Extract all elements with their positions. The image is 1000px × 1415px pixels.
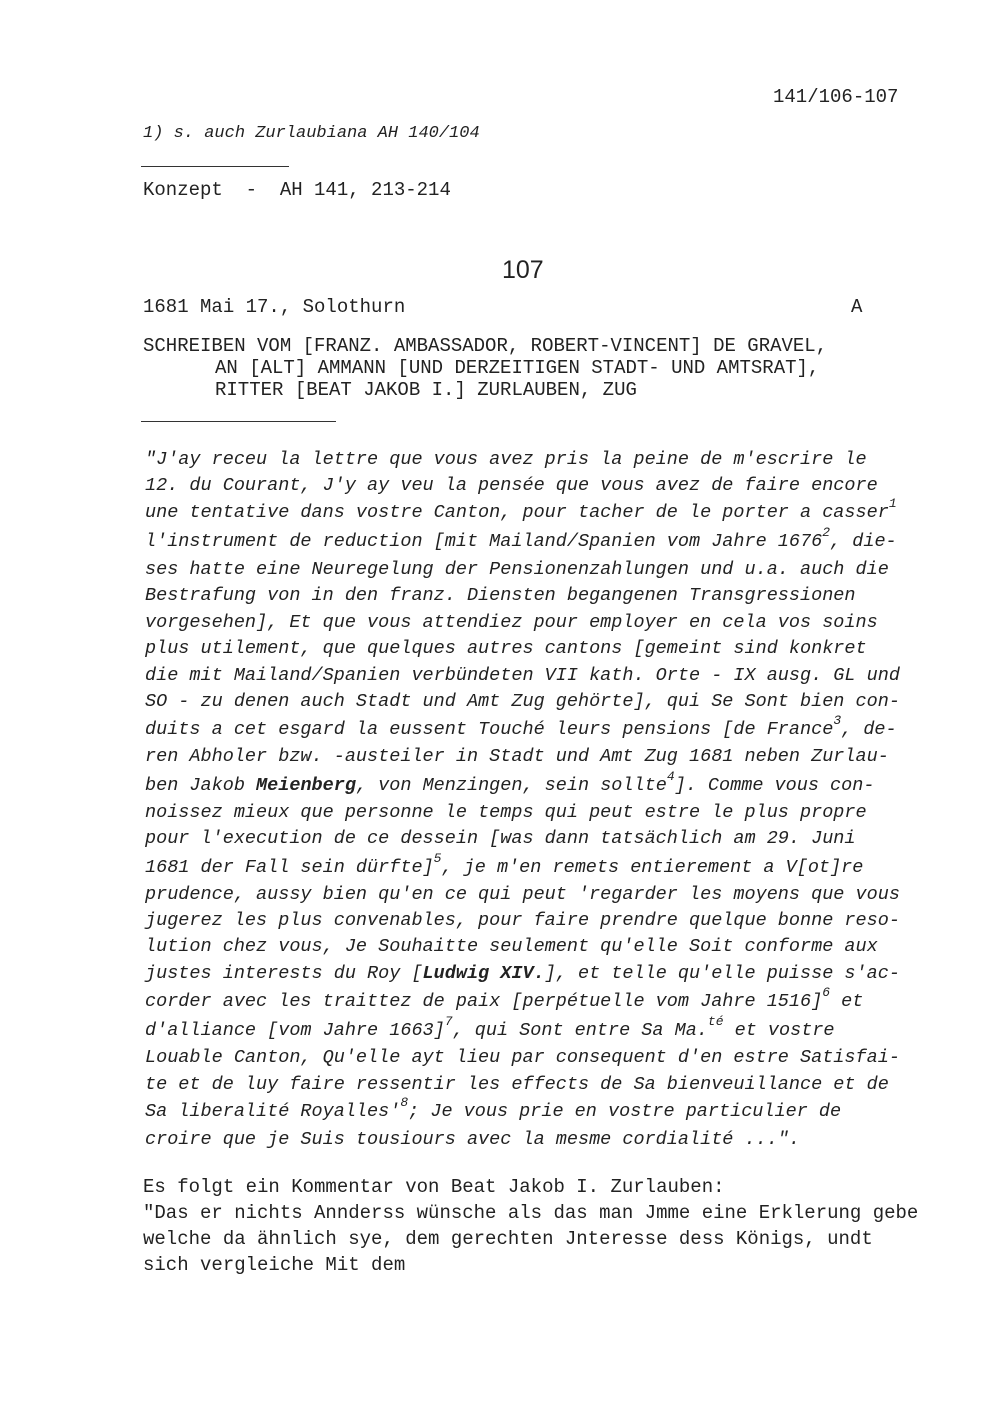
footnote-marker: 7 [444, 1013, 453, 1029]
commentary-line: welche da ähnlich sye, dem gerechten Jnteresse dess Königs, undt [143, 1228, 873, 1250]
page-reference: 141/106-107 [773, 86, 899, 108]
footnote-marker: 5 [433, 850, 442, 866]
footnote-marker: 1 [888, 495, 897, 511]
quote-line: 1681 der Fall sein dürfte]$^5$, je m'en remets entierement a V[ot]re [145, 850, 864, 878]
quote-line: plus utilement, que quelques autres cantons [gemeint sind konkret [145, 638, 867, 659]
quote-line: l'instrument de reduction [mit Mailand/Spanien vom Jahre 1676$^2$, die- [145, 524, 897, 552]
footnote-marker: 3 [833, 712, 842, 728]
superscript-abbrev: té [707, 1013, 724, 1029]
quote-line: te et de luy faire ressentir les effects de Sa bienveuillance et de [145, 1074, 889, 1095]
quote-line: die mit Mailand/Spanien verbündeten VII kath. Orte - IX ausg. GL und [145, 665, 900, 686]
commentary-line: sich vergleiche Mit dem [143, 1254, 406, 1276]
document-title-line-1: SCHREIBEN VOM [FRANZ. AMBASSADOR, ROBERT-VINCENT] DE GRAVEL, [143, 335, 828, 357]
quote-line: vorgesehen], Et que vous attendiez pour employer en cela vos soins [145, 612, 878, 633]
quote-line: une tentative dans vostre Canton, pour tacher de le porter a casser$^1$ [145, 495, 897, 523]
footnote-marker: 4 [666, 768, 675, 784]
footnote-marker: 2 [822, 524, 831, 540]
person-name: Ludwig XIV. [422, 963, 545, 984]
quote-line: corder avec les traittez de paix [perpétuelle vom Jahre 1516]$^6$ et [145, 984, 864, 1012]
version-marker: A [851, 296, 863, 318]
quote-line: d'alliance [vom Jahre 1663]$^7$, qui Sont entre Sa Ma.$^{té}$ et vostre [145, 1013, 835, 1041]
quote-line: 12. du Courant, J'y ay veu la pensée que vous avez de faire encore [145, 475, 878, 496]
quote-line: prudence, aussy bien qu'en ce qui peut 'regarder les moyens que vous [145, 884, 900, 905]
quote-line: Louable Canton, Qu'elle ayt lieu par consequent d'en estre Satisfai- [145, 1047, 900, 1068]
quote-line: duits a cet esgard la eussent Touché leurs pensions [de France$^3$, de- [145, 712, 897, 740]
quote-line: Sa liberalité $Royalles'^8$; Je vous prie en vostre particulier de [145, 1094, 842, 1122]
quote-line: ses hatte eine Neuregelung der Pensionenzahlungen und u.a. auch die [145, 559, 889, 580]
quote-line: pour l'execution de ce dessein [was dann tatsächlich am 29. Juni [145, 828, 856, 849]
commentary-line: "Das er nichts Annderss wünsche als das man Jmme eine Erklerung gebe [143, 1202, 919, 1224]
previous-footnote: 1) s. auch Zurlaubiana AH 140/104 [143, 124, 480, 143]
quote-line: Bestrafung von in den franz. Diensten begangenen Transgressionen [145, 585, 856, 606]
footnote-marker: 8 [400, 1094, 409, 1110]
date-place: 1681 Mai 17., Solothurn [143, 296, 406, 318]
konzept-reference: Konzept - AH 141, 213-214 [143, 179, 451, 201]
document-number: 107 [502, 256, 544, 284]
quote-line: "J'ay receu la lettre que vous avez pris la peine de m'escrire le [145, 449, 867, 470]
document-title-line-3: RITTER [BEAT JAKOB I.] ZURLAUBEN, ZUG [215, 379, 637, 401]
quote-line: noissez mieux que personne le temps qui peut estre le plus propre [145, 802, 867, 823]
footnote-divider [141, 166, 289, 167]
quote-line: SO - zu denen auch Stadt und Amt Zug gehörte], qui Se Sont bien con- [145, 691, 900, 712]
document-title-line-2: AN [ALT] AMMANN [UND DERZEITIGEN STADT- UND AMTSRAT], [215, 357, 820, 379]
quote-line: ben Jakob Meienberg, von Menzingen, sein sollte$^4$]. Comme vous con- [145, 768, 875, 796]
quote-line: lution chez vous, Je Souhaitte seulement qu'elle Soit conforme aux [145, 936, 878, 957]
quote-line: jugerez les plus convenables, pour faire prendre quelque bonne reso- [145, 910, 900, 931]
commentary-line: Es folgt ein Kommentar von Beat Jakob I. Zurlauben: [143, 1176, 725, 1198]
quote-line: justes interests du Roy [Ludwig XIV.], et telle qu'elle puisse s'ac- [145, 963, 900, 984]
title-divider [141, 421, 336, 422]
quote-line: ren Abholer bzw. -austeiler in Stadt und Amt Zug 1681 neben Zurlau- [145, 746, 889, 767]
person-name: Meienberg [256, 775, 356, 796]
quote-line: croire que je Suis tousiours avec la mesme cordialité ...". [145, 1129, 801, 1150]
footnote-marker: 6 [822, 984, 831, 1000]
